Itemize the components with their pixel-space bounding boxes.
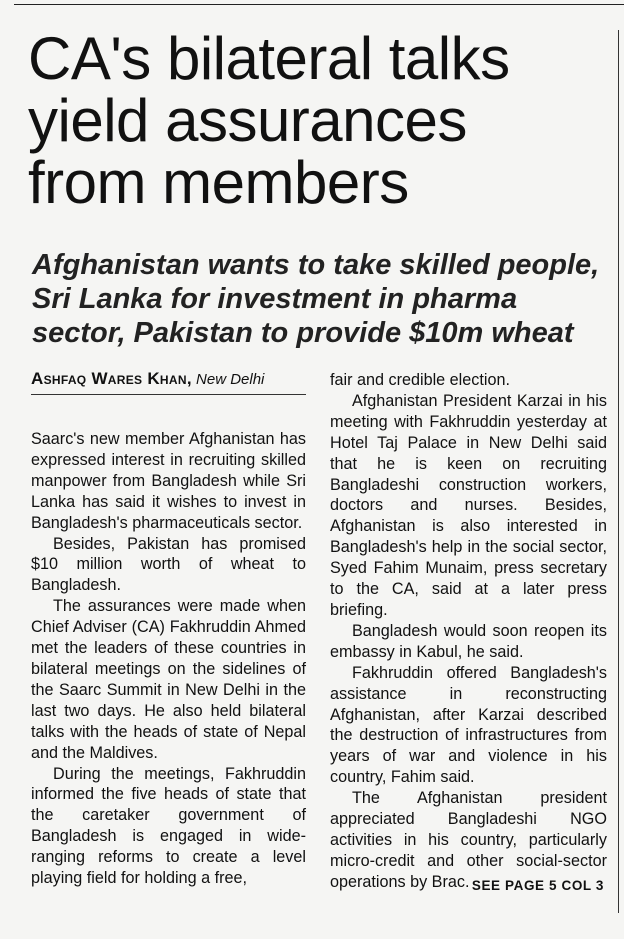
article-column-right	[330, 370, 607, 893]
byline	[31, 370, 306, 410]
paragraph: Afghanistan President Karzai in his meeting with Fakhruddin yesterday at Hotel Taj Palace in New Delhi said that he is keen on recruiting Bangladeshi construction workers, doctors and nurses. Besides, Afghanistan is also interested in Bangladesh's help in the social sector, Syed Fahim Munaim, press secretary to the CA, said at a later press briefing.	[330, 391, 607, 619]
paragraph: Bangladesh would soon reopen its embassy in Kabul, he said.	[330, 621, 607, 661]
top-rule	[14, 4, 624, 5]
article-column-left	[31, 370, 306, 889]
paragraph: During the meetings, Fakhruddin informed the five heads of state that the caretaker government of Bangladesh is engaged in wide-ranging reforms to create a level playing field for holding a free,	[31, 764, 306, 888]
subhead-line: Sri Lanka for investment in pharma	[32, 283, 518, 315]
headline-line: CA's bilateral talks	[28, 25, 510, 92]
headline-line: yield assurances	[28, 87, 467, 154]
subhead-line: Afghanistan wants to take skilled people,	[32, 249, 600, 281]
jump-line: SEE PAGE 5 COL 3	[471, 878, 604, 893]
subheadline	[32, 248, 612, 350]
paragraph: Saarc's new member Afghanistan has expressed interest in recruiting skilled manpower from Bangladesh while Sri Lanka has said it wishes to invest in Bangladesh's pharmaceuticals sector.	[31, 430, 306, 532]
byline-rule	[31, 394, 306, 395]
paragraph: Besides, Pakistan has promised $10 million worth of wheat to Bangladesh.	[31, 534, 306, 595]
byline-author: Ashfaq Wares Khan,	[31, 369, 192, 388]
subhead-line: sector, Pakistan to provide $10m wheat	[32, 317, 574, 349]
headline-line: from members	[28, 149, 409, 216]
paragraph: The Afghanistan president appreciated Bangladeshi NGO activities in his country, particularly micro-credit and other social-sector operations by Brac.	[330, 789, 607, 891]
byline-location: New Delhi	[196, 371, 265, 388]
headline	[28, 25, 608, 216]
paragraph: Fakhruddin offered Bangladesh's assistance in reconstructing Afghanistan, after Karzai described the destruction of infrastructures from years of war and violence in his country, Fahim said.	[330, 663, 607, 787]
paragraph: fair and credible election.	[330, 371, 510, 389]
column-rule	[618, 30, 619, 913]
paragraph: The assurances were made when Chief Adviser (CA) Fakhruddin Ahmed met the leaders of these countries in bilateral meetings on the sidelines of the Saarc Summit in New Delhi in the last two days. He also held bilateral talks with the heads of state of Nepal and the Maldives.	[31, 597, 306, 762]
